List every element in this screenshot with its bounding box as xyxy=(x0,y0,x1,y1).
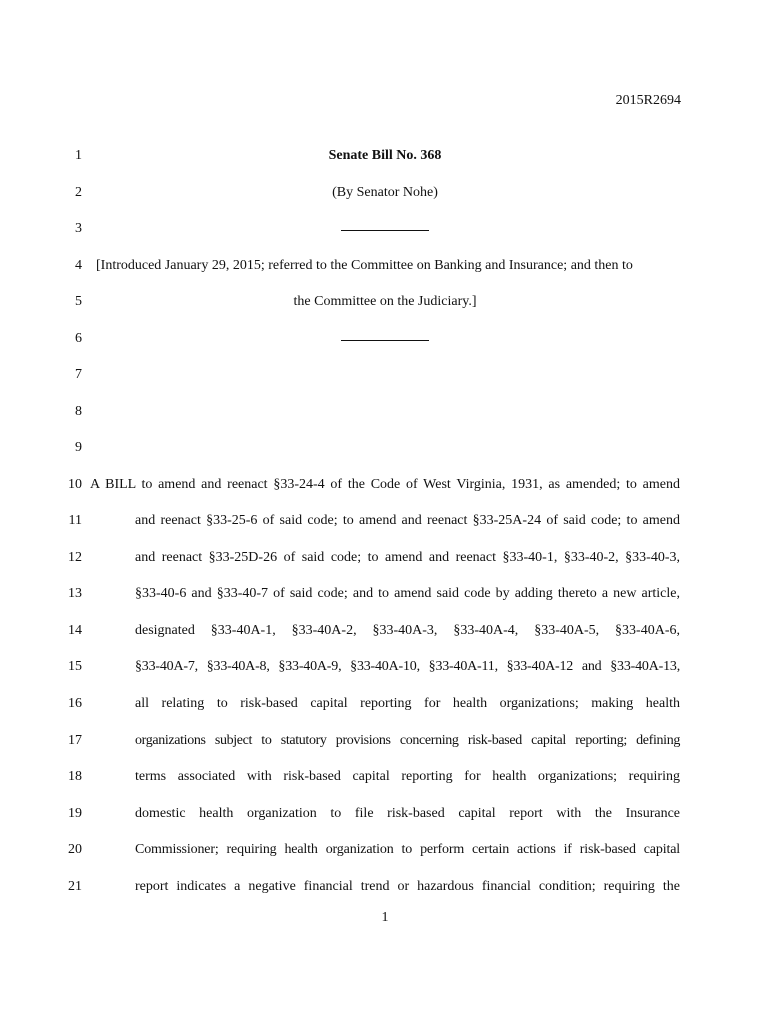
body-line: A BILL to amend and reenact §33-24-4 of the Code of West Virginia, 1931, as amended; to amend xyxy=(90,477,680,492)
line-7 xyxy=(0,364,770,386)
body-line: §33-40A-7, §33-40A-8, §33-40A-9, §33-40A-10, §33-40A-11, §33-40A-12 and §33-40A-13, xyxy=(135,659,680,674)
line-number: 1 xyxy=(75,148,82,163)
line-number: 12 xyxy=(68,550,82,565)
body-line: and reenact §33-25-6 of said code; to amend and reenact §33-25A-24 of said code; to amend xyxy=(135,513,680,528)
line-number: 3 xyxy=(75,221,82,236)
line-1 xyxy=(0,145,770,167)
line-number: 15 xyxy=(68,659,82,674)
line-11 xyxy=(0,510,770,532)
line-number: 11 xyxy=(68,513,82,528)
line-10 xyxy=(0,474,770,496)
body-line: and reenact §33-25D-26 of said code; to amend and reenact §33-40-1, §33-40-2, §33-40-3, xyxy=(135,550,680,565)
line-number: 10 xyxy=(68,477,82,492)
line-2 xyxy=(0,182,770,204)
line-4 xyxy=(0,255,770,277)
body-line: domestic health organization to file risk-based capital report with the Insurance xyxy=(135,806,680,821)
separator-rule-bottom xyxy=(90,328,680,350)
body-line: terms associated with risk-based capital reporting for health organizations; requiring xyxy=(135,769,680,784)
body-line: organizations subject to statutory provisions concerning risk-based capital reporting; defining xyxy=(135,733,680,748)
body-line: designated §33-40A-1, §33-40A-2, §33-40A-3, §33-40A-4, §33-40A-5, §33-40A-6, xyxy=(135,623,680,638)
separator-rule-top xyxy=(90,218,680,240)
body-line: report indicates a negative financial trend or hazardous financial condition; requiring the xyxy=(135,879,680,894)
line-16 xyxy=(0,693,770,715)
line-number: 18 xyxy=(68,769,82,784)
line-18 xyxy=(0,766,770,788)
body-line: all relating to risk-based capital reporting for health organizations; making health xyxy=(135,696,680,711)
body-line: §33-40-6 and §33-40-7 of said code; and to amend said code by adding thereto a new article, xyxy=(135,586,680,601)
line-number: 2 xyxy=(75,185,82,200)
line-number: 5 xyxy=(75,294,82,309)
line-number: 20 xyxy=(68,842,82,857)
line-8 xyxy=(0,401,770,423)
line-number: 4 xyxy=(75,258,82,273)
body-line: Commissioner; requiring health organization to perform certain actions if risk-based capital xyxy=(135,842,680,857)
line-19 xyxy=(0,803,770,825)
line-number: 13 xyxy=(68,586,82,601)
line-21 xyxy=(0,876,770,898)
line-number: 17 xyxy=(68,733,82,748)
line-number: 14 xyxy=(68,623,82,638)
line-number: 8 xyxy=(75,404,82,419)
line-12 xyxy=(0,547,770,569)
line-number: 19 xyxy=(68,806,82,821)
line-number: 7 xyxy=(75,367,82,382)
line-3 xyxy=(0,218,770,240)
line-number: 21 xyxy=(68,879,82,894)
line-15 xyxy=(0,656,770,678)
line-6 xyxy=(0,328,770,350)
line-number: 9 xyxy=(75,440,82,455)
line-5 xyxy=(0,291,770,313)
line-14 xyxy=(0,620,770,642)
introduced-text-2: the Committee on the Judiciary.] xyxy=(293,294,477,309)
introduced-text-1: [Introduced January 29, 2015; referred to the Committee on Banking and Insurance; and then to xyxy=(96,258,633,273)
line-number: 16 xyxy=(68,696,82,711)
bill-sponsor: (By Senator Nohe) xyxy=(332,185,438,200)
line-13 xyxy=(0,583,770,605)
line-17 xyxy=(0,730,770,752)
line-20 xyxy=(0,839,770,861)
bill-title: Senate Bill No. 368 xyxy=(328,148,442,163)
line-9 xyxy=(0,437,770,459)
line-number: 6 xyxy=(75,331,82,346)
document-id: 2015R2694 xyxy=(615,93,681,108)
page-number: 1 xyxy=(381,910,389,925)
